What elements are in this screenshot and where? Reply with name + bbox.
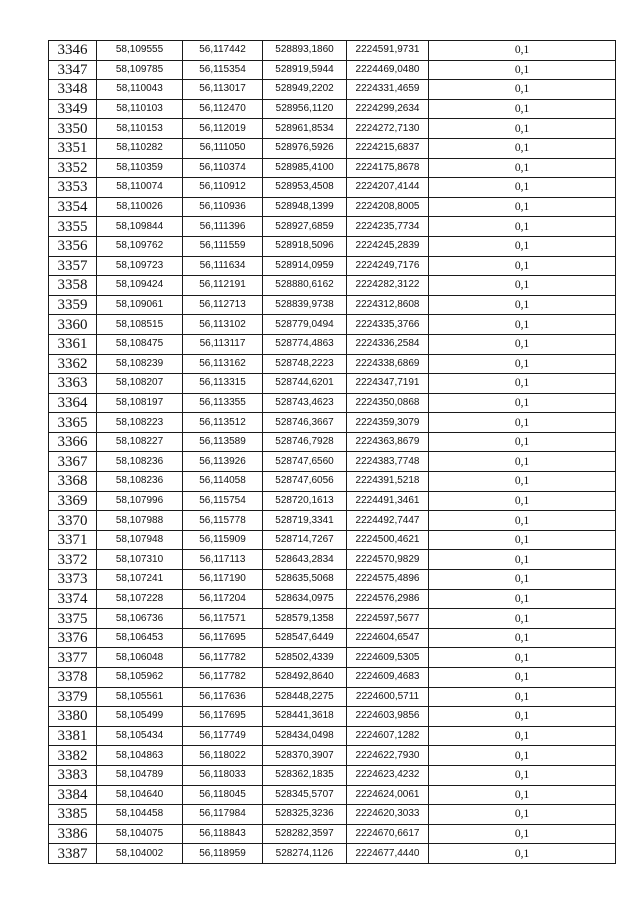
table-row xyxy=(49,374,616,394)
point-number-cell: 3354 xyxy=(49,197,97,217)
coord-b-cell: 56,110936 xyxy=(183,197,263,217)
table-row xyxy=(49,413,616,433)
table-row xyxy=(49,530,616,550)
table-row xyxy=(49,99,616,119)
coord-x-cell: 528345,5707 xyxy=(263,785,347,805)
value-cell: 0,1 xyxy=(429,570,616,590)
coord-y-cell: 2224607,1282 xyxy=(347,726,429,746)
coord-y-cell: 2224215,6837 xyxy=(347,138,429,158)
table-row xyxy=(49,393,616,413)
coord-a-cell: 58,106736 xyxy=(97,609,183,629)
coord-b-cell: 56,117782 xyxy=(183,668,263,688)
coord-b-cell: 56,110374 xyxy=(183,158,263,178)
table-row xyxy=(49,295,616,315)
coord-b-cell: 56,115754 xyxy=(183,491,263,511)
table-row xyxy=(49,256,616,276)
coord-x-cell: 528635,5068 xyxy=(263,570,347,590)
point-number-cell: 3359 xyxy=(49,295,97,315)
coord-a-cell: 58,106453 xyxy=(97,628,183,648)
table-row xyxy=(49,315,616,335)
coord-x-cell: 528746,3667 xyxy=(263,413,347,433)
coord-x-cell: 528774,4863 xyxy=(263,334,347,354)
point-number-cell: 3348 xyxy=(49,80,97,100)
coord-y-cell: 2224609,5305 xyxy=(347,648,429,668)
point-number-cell: 3356 xyxy=(49,236,97,256)
table-row xyxy=(49,80,616,100)
table-row xyxy=(49,609,616,629)
coord-y-cell: 2224624,0061 xyxy=(347,785,429,805)
coord-a-cell: 58,109844 xyxy=(97,217,183,237)
coord-y-cell: 2224600,5711 xyxy=(347,687,429,707)
coord-a-cell: 58,109723 xyxy=(97,256,183,276)
value-cell: 0,1 xyxy=(429,844,616,864)
coord-a-cell: 58,108197 xyxy=(97,393,183,413)
coord-x-cell: 528719,3341 xyxy=(263,511,347,531)
table-row xyxy=(49,805,616,825)
coord-b-cell: 56,112019 xyxy=(183,119,263,139)
value-cell: 0,1 xyxy=(429,197,616,217)
value-cell: 0,1 xyxy=(429,765,616,785)
coord-x-cell: 528448,2275 xyxy=(263,687,347,707)
value-cell: 0,1 xyxy=(429,472,616,492)
point-number-cell: 3379 xyxy=(49,687,97,707)
coord-x-cell: 528918,5096 xyxy=(263,236,347,256)
coord-y-cell: 2224235,7734 xyxy=(347,217,429,237)
coord-y-cell: 2224359,3079 xyxy=(347,413,429,433)
coord-b-cell: 56,113315 xyxy=(183,374,263,394)
coord-y-cell: 2224208,8005 xyxy=(347,197,429,217)
coord-b-cell: 56,117984 xyxy=(183,805,263,825)
coord-x-cell: 528779,0494 xyxy=(263,315,347,335)
coord-b-cell: 56,113117 xyxy=(183,334,263,354)
table-row xyxy=(49,824,616,844)
value-cell: 0,1 xyxy=(429,80,616,100)
coord-y-cell: 2224622,7930 xyxy=(347,746,429,766)
coord-a-cell: 58,108239 xyxy=(97,354,183,374)
coord-a-cell: 58,110153 xyxy=(97,119,183,139)
coord-x-cell: 528370,3907 xyxy=(263,746,347,766)
coord-b-cell: 56,111559 xyxy=(183,236,263,256)
value-cell: 0,1 xyxy=(429,805,616,825)
table-row xyxy=(49,197,616,217)
coord-x-cell: 528839,9738 xyxy=(263,295,347,315)
value-cell: 0,1 xyxy=(429,158,616,178)
coordinates-table-body xyxy=(49,41,616,864)
coord-y-cell: 2224604,6547 xyxy=(347,628,429,648)
coord-y-cell: 2224670,6617 xyxy=(347,824,429,844)
table-row xyxy=(49,217,616,237)
point-number-cell: 3346 xyxy=(49,41,97,61)
coord-x-cell: 528956,1120 xyxy=(263,99,347,119)
coord-b-cell: 56,112470 xyxy=(183,99,263,119)
coord-y-cell: 2224491,3461 xyxy=(347,491,429,511)
coord-y-cell: 2224591,9731 xyxy=(347,41,429,61)
coord-x-cell: 528274,1126 xyxy=(263,844,347,864)
value-cell: 0,1 xyxy=(429,726,616,746)
value-cell: 0,1 xyxy=(429,41,616,61)
point-number-cell: 3361 xyxy=(49,334,97,354)
value-cell: 0,1 xyxy=(429,413,616,433)
point-number-cell: 3364 xyxy=(49,393,97,413)
value-cell: 0,1 xyxy=(429,550,616,570)
point-number-cell: 3375 xyxy=(49,609,97,629)
table-row xyxy=(49,276,616,296)
value-cell: 0,1 xyxy=(429,452,616,472)
coord-b-cell: 56,117695 xyxy=(183,628,263,648)
coord-b-cell: 56,117749 xyxy=(183,726,263,746)
point-number-cell: 3376 xyxy=(49,628,97,648)
coord-x-cell: 528914,0959 xyxy=(263,256,347,276)
point-number-cell: 3362 xyxy=(49,354,97,374)
point-number-cell: 3381 xyxy=(49,726,97,746)
coord-y-cell: 2224249,7176 xyxy=(347,256,429,276)
table-row xyxy=(49,432,616,452)
coord-x-cell: 528362,1835 xyxy=(263,765,347,785)
coord-y-cell: 2224620,3033 xyxy=(347,805,429,825)
coord-a-cell: 58,109061 xyxy=(97,295,183,315)
table-row xyxy=(49,628,616,648)
coord-x-cell: 528747,6560 xyxy=(263,452,347,472)
coord-b-cell: 56,113926 xyxy=(183,452,263,472)
coord-x-cell: 528579,1358 xyxy=(263,609,347,629)
point-number-cell: 3353 xyxy=(49,178,97,198)
table-row xyxy=(49,765,616,785)
point-number-cell: 3367 xyxy=(49,452,97,472)
point-number-cell: 3383 xyxy=(49,765,97,785)
coord-a-cell: 58,109762 xyxy=(97,236,183,256)
coord-a-cell: 58,104458 xyxy=(97,805,183,825)
coord-b-cell: 56,117190 xyxy=(183,570,263,590)
value-cell: 0,1 xyxy=(429,746,616,766)
point-number-cell: 3355 xyxy=(49,217,97,237)
value-cell: 0,1 xyxy=(429,707,616,727)
coord-b-cell: 56,112191 xyxy=(183,276,263,296)
point-number-cell: 3385 xyxy=(49,805,97,825)
coord-a-cell: 58,107241 xyxy=(97,570,183,590)
point-number-cell: 3386 xyxy=(49,824,97,844)
table-row xyxy=(49,844,616,864)
coord-b-cell: 56,113017 xyxy=(183,80,263,100)
coord-a-cell: 58,108227 xyxy=(97,432,183,452)
coord-a-cell: 58,107228 xyxy=(97,589,183,609)
coord-b-cell: 56,115354 xyxy=(183,60,263,80)
coord-x-cell: 528948,1399 xyxy=(263,197,347,217)
coord-x-cell: 528492,8640 xyxy=(263,668,347,688)
coord-a-cell: 58,110103 xyxy=(97,99,183,119)
coord-b-cell: 56,117571 xyxy=(183,609,263,629)
point-number-cell: 3382 xyxy=(49,746,97,766)
coord-x-cell: 528643,2834 xyxy=(263,550,347,570)
coord-b-cell: 56,115909 xyxy=(183,530,263,550)
coord-y-cell: 2224391,5218 xyxy=(347,472,429,492)
value-cell: 0,1 xyxy=(429,491,616,511)
point-number-cell: 3351 xyxy=(49,138,97,158)
coord-a-cell: 58,109785 xyxy=(97,60,183,80)
coord-x-cell: 528746,7928 xyxy=(263,432,347,452)
coord-b-cell: 56,118045 xyxy=(183,785,263,805)
value-cell: 0,1 xyxy=(429,589,616,609)
table-row xyxy=(49,668,616,688)
table-row xyxy=(49,589,616,609)
coord-a-cell: 58,110043 xyxy=(97,80,183,100)
table-row xyxy=(49,746,616,766)
point-number-cell: 3357 xyxy=(49,256,97,276)
value-cell: 0,1 xyxy=(429,256,616,276)
value-cell: 0,1 xyxy=(429,138,616,158)
table-row xyxy=(49,60,616,80)
value-cell: 0,1 xyxy=(429,374,616,394)
table-row xyxy=(49,41,616,61)
table-row xyxy=(49,648,616,668)
value-cell: 0,1 xyxy=(429,295,616,315)
coord-b-cell: 56,114058 xyxy=(183,472,263,492)
coord-a-cell: 58,108515 xyxy=(97,315,183,335)
table-row xyxy=(49,178,616,198)
point-number-cell: 3365 xyxy=(49,413,97,433)
value-cell: 0,1 xyxy=(429,217,616,237)
table-row xyxy=(49,158,616,178)
value-cell: 0,1 xyxy=(429,668,616,688)
coord-a-cell: 58,110282 xyxy=(97,138,183,158)
coord-a-cell: 58,110026 xyxy=(97,197,183,217)
value-cell: 0,1 xyxy=(429,334,616,354)
point-number-cell: 3371 xyxy=(49,530,97,550)
table-row xyxy=(49,119,616,139)
coord-b-cell: 56,115778 xyxy=(183,511,263,531)
coord-a-cell: 58,108475 xyxy=(97,334,183,354)
coord-y-cell: 2224597,5677 xyxy=(347,609,429,629)
point-number-cell: 3372 xyxy=(49,550,97,570)
table-row xyxy=(49,550,616,570)
coord-x-cell: 528634,0975 xyxy=(263,589,347,609)
table-row xyxy=(49,236,616,256)
coord-y-cell: 2224383,7748 xyxy=(347,452,429,472)
coord-x-cell: 528949,2202 xyxy=(263,80,347,100)
coord-b-cell: 56,117204 xyxy=(183,589,263,609)
coord-a-cell: 58,104075 xyxy=(97,824,183,844)
coord-b-cell: 56,111050 xyxy=(183,138,263,158)
coord-x-cell: 528714,7267 xyxy=(263,530,347,550)
coord-b-cell: 56,118033 xyxy=(183,765,263,785)
point-number-cell: 3369 xyxy=(49,491,97,511)
coord-x-cell: 528747,6056 xyxy=(263,472,347,492)
value-cell: 0,1 xyxy=(429,393,616,413)
coord-x-cell: 528720,1613 xyxy=(263,491,347,511)
coord-a-cell: 58,106048 xyxy=(97,648,183,668)
coord-b-cell: 56,117442 xyxy=(183,41,263,61)
coord-a-cell: 58,109555 xyxy=(97,41,183,61)
coord-a-cell: 58,109424 xyxy=(97,276,183,296)
coord-y-cell: 2224207,4144 xyxy=(347,178,429,198)
coord-b-cell: 56,113102 xyxy=(183,315,263,335)
table-row xyxy=(49,452,616,472)
point-number-cell: 3350 xyxy=(49,119,97,139)
coord-a-cell: 58,104863 xyxy=(97,746,183,766)
coord-x-cell: 528919,5944 xyxy=(263,60,347,80)
coord-y-cell: 2224363,8679 xyxy=(347,432,429,452)
coord-b-cell: 56,117636 xyxy=(183,687,263,707)
coord-b-cell: 56,118843 xyxy=(183,824,263,844)
coord-y-cell: 2224245,2839 xyxy=(347,236,429,256)
coord-a-cell: 58,108223 xyxy=(97,413,183,433)
coord-a-cell: 58,107948 xyxy=(97,530,183,550)
value-cell: 0,1 xyxy=(429,628,616,648)
coord-x-cell: 528547,6449 xyxy=(263,628,347,648)
value-cell: 0,1 xyxy=(429,824,616,844)
point-number-cell: 3349 xyxy=(49,99,97,119)
coord-y-cell: 2224331,4659 xyxy=(347,80,429,100)
point-number-cell: 3370 xyxy=(49,511,97,531)
coord-a-cell: 58,105561 xyxy=(97,687,183,707)
coordinates-table xyxy=(48,40,616,864)
coord-x-cell: 528927,6859 xyxy=(263,217,347,237)
coord-a-cell: 58,107996 xyxy=(97,491,183,511)
table-row xyxy=(49,491,616,511)
point-number-cell: 3352 xyxy=(49,158,97,178)
coord-x-cell: 528434,0498 xyxy=(263,726,347,746)
coord-y-cell: 2224570,9829 xyxy=(347,550,429,570)
point-number-cell: 3366 xyxy=(49,432,97,452)
coord-y-cell: 2224575,4896 xyxy=(347,570,429,590)
coord-y-cell: 2224576,2986 xyxy=(347,589,429,609)
coord-x-cell: 528502,4339 xyxy=(263,648,347,668)
coord-x-cell: 528325,3236 xyxy=(263,805,347,825)
point-number-cell: 3347 xyxy=(49,60,97,80)
coord-b-cell: 56,111634 xyxy=(183,256,263,276)
point-number-cell: 3368 xyxy=(49,472,97,492)
coord-b-cell: 56,113589 xyxy=(183,432,263,452)
coord-b-cell: 56,113512 xyxy=(183,413,263,433)
coord-x-cell: 528441,3618 xyxy=(263,707,347,727)
value-cell: 0,1 xyxy=(429,648,616,668)
coord-y-cell: 2224603,9856 xyxy=(347,707,429,727)
coord-y-cell: 2224338,6869 xyxy=(347,354,429,374)
value-cell: 0,1 xyxy=(429,236,616,256)
coord-y-cell: 2224492,7447 xyxy=(347,511,429,531)
coord-b-cell: 56,118959 xyxy=(183,844,263,864)
coord-y-cell: 2224609,4683 xyxy=(347,668,429,688)
coord-y-cell: 2224282,3122 xyxy=(347,276,429,296)
coord-a-cell: 58,110074 xyxy=(97,178,183,198)
coord-b-cell: 56,117782 xyxy=(183,648,263,668)
point-number-cell: 3360 xyxy=(49,315,97,335)
coord-b-cell: 56,118022 xyxy=(183,746,263,766)
point-number-cell: 3377 xyxy=(49,648,97,668)
coord-a-cell: 58,104789 xyxy=(97,765,183,785)
coord-y-cell: 2224335,3766 xyxy=(347,315,429,335)
point-number-cell: 3358 xyxy=(49,276,97,296)
coord-y-cell: 2224299,2634 xyxy=(347,99,429,119)
value-cell: 0,1 xyxy=(429,785,616,805)
table-row xyxy=(49,511,616,531)
coord-a-cell: 58,107310 xyxy=(97,550,183,570)
point-number-cell: 3374 xyxy=(49,589,97,609)
coord-x-cell: 528748,2223 xyxy=(263,354,347,374)
coord-y-cell: 2224312,8608 xyxy=(347,295,429,315)
coord-b-cell: 56,117695 xyxy=(183,707,263,727)
table-row xyxy=(49,570,616,590)
coord-y-cell: 2224350,0868 xyxy=(347,393,429,413)
coord-b-cell: 56,112713 xyxy=(183,295,263,315)
table-row xyxy=(49,687,616,707)
coord-a-cell: 58,105962 xyxy=(97,668,183,688)
coord-y-cell: 2224469,0480 xyxy=(347,60,429,80)
value-cell: 0,1 xyxy=(429,609,616,629)
table-row xyxy=(49,726,616,746)
table-row xyxy=(49,785,616,805)
point-number-cell: 3378 xyxy=(49,668,97,688)
coord-a-cell: 58,110359 xyxy=(97,158,183,178)
value-cell: 0,1 xyxy=(429,315,616,335)
coord-b-cell: 56,117113 xyxy=(183,550,263,570)
coord-b-cell: 56,113162 xyxy=(183,354,263,374)
point-number-cell: 3387 xyxy=(49,844,97,864)
coord-y-cell: 2224623,4232 xyxy=(347,765,429,785)
coord-x-cell: 528953,4508 xyxy=(263,178,347,198)
coord-b-cell: 56,110912 xyxy=(183,178,263,198)
value-cell: 0,1 xyxy=(429,119,616,139)
coord-x-cell: 528961,8534 xyxy=(263,119,347,139)
coord-x-cell: 528893,1860 xyxy=(263,41,347,61)
coord-a-cell: 58,108236 xyxy=(97,452,183,472)
coord-y-cell: 2224677,4440 xyxy=(347,844,429,864)
coord-x-cell: 528880,6162 xyxy=(263,276,347,296)
coord-x-cell: 528744,6201 xyxy=(263,374,347,394)
value-cell: 0,1 xyxy=(429,276,616,296)
coord-a-cell: 58,107988 xyxy=(97,511,183,531)
coord-y-cell: 2224272,7130 xyxy=(347,119,429,139)
point-number-cell: 3363 xyxy=(49,374,97,394)
value-cell: 0,1 xyxy=(429,511,616,531)
point-number-cell: 3380 xyxy=(49,707,97,727)
value-cell: 0,1 xyxy=(429,60,616,80)
table-row xyxy=(49,138,616,158)
value-cell: 0,1 xyxy=(429,354,616,374)
coord-y-cell: 2224175,8678 xyxy=(347,158,429,178)
coord-x-cell: 528985,4100 xyxy=(263,158,347,178)
coord-b-cell: 56,111396 xyxy=(183,217,263,237)
coord-y-cell: 2224500,4621 xyxy=(347,530,429,550)
value-cell: 0,1 xyxy=(429,687,616,707)
coord-b-cell: 56,113355 xyxy=(183,393,263,413)
point-number-cell: 3384 xyxy=(49,785,97,805)
point-number-cell: 3373 xyxy=(49,570,97,590)
coord-x-cell: 528282,3597 xyxy=(263,824,347,844)
coord-x-cell: 528976,5926 xyxy=(263,138,347,158)
coord-a-cell: 58,104002 xyxy=(97,844,183,864)
coord-y-cell: 2224336,2584 xyxy=(347,334,429,354)
coord-a-cell: 58,105499 xyxy=(97,707,183,727)
coord-a-cell: 58,104640 xyxy=(97,785,183,805)
coord-a-cell: 58,105434 xyxy=(97,726,183,746)
value-cell: 0,1 xyxy=(429,530,616,550)
table-row xyxy=(49,707,616,727)
value-cell: 0,1 xyxy=(429,99,616,119)
coord-y-cell: 2224347,7191 xyxy=(347,374,429,394)
value-cell: 0,1 xyxy=(429,178,616,198)
table-row xyxy=(49,472,616,492)
table-row xyxy=(49,354,616,374)
value-cell: 0,1 xyxy=(429,432,616,452)
coord-a-cell: 58,108207 xyxy=(97,374,183,394)
coord-x-cell: 528743,4623 xyxy=(263,393,347,413)
table-row xyxy=(49,334,616,354)
coord-a-cell: 58,108236 xyxy=(97,472,183,492)
